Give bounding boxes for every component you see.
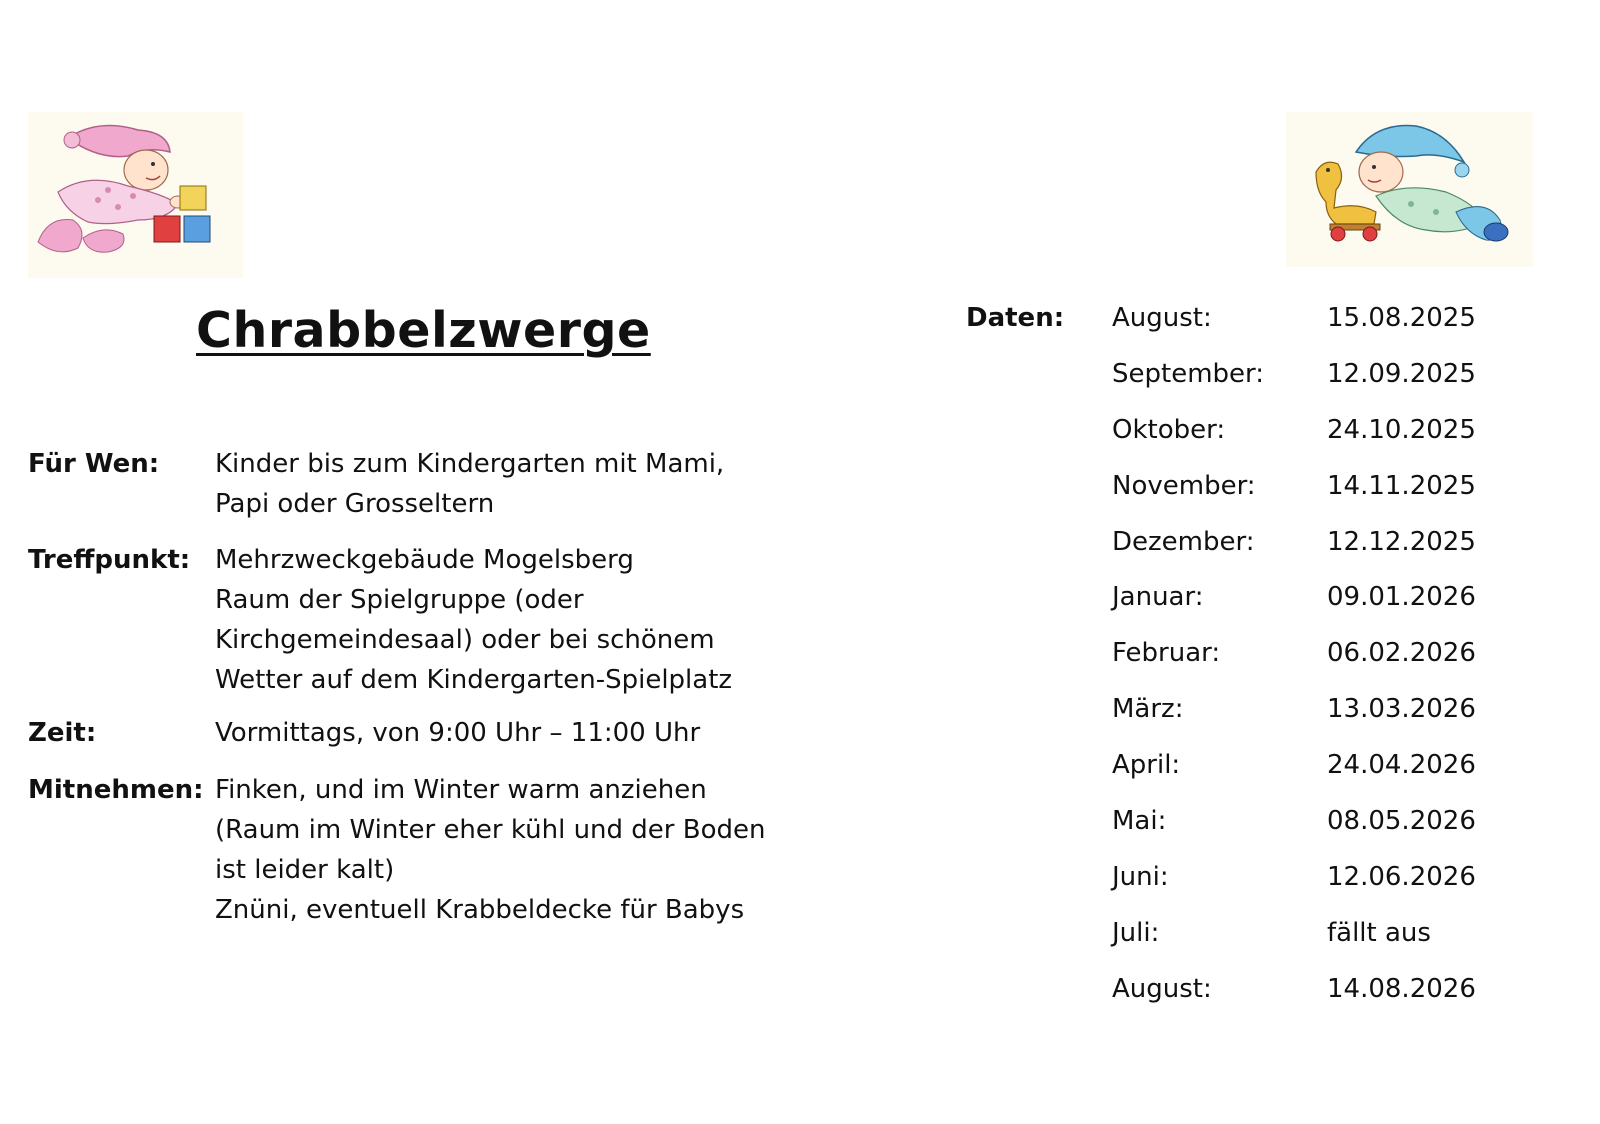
- schedule-date: 15.08.2025: [1327, 303, 1476, 333]
- schedule-month: August:: [1112, 974, 1212, 1004]
- schedule-row: [0, 410, 1600, 450]
- schedule-row: [0, 522, 1600, 562]
- info-line: Znüni, eventuell Krabbeldecke für Babys: [215, 895, 745, 925]
- info-line: Kinder bis zum Kindergarten mit Mami,: [215, 449, 725, 479]
- info-line: Kirchgemeindesaal) oder bei schönem: [215, 625, 715, 655]
- info-label: Treffpunkt:: [28, 545, 191, 575]
- schedule-date: 24.10.2025: [1327, 415, 1476, 445]
- schedule-month: August:: [1112, 303, 1212, 333]
- info-line: Wetter auf dem Kindergarten-Spielplatz: [215, 665, 733, 695]
- schedule-month: April:: [1112, 750, 1181, 780]
- schedule-row: [0, 969, 1600, 1009]
- info-line: ist leider kalt): [215, 855, 395, 885]
- schedule-month: Juni:: [1112, 862, 1169, 892]
- schedule-row: [0, 298, 1600, 338]
- schedule-date: 12.09.2025: [1327, 359, 1476, 389]
- schedule-date: 14.11.2025: [1327, 471, 1476, 501]
- schedule-month: November:: [1112, 471, 1256, 501]
- schedule-row: [0, 466, 1600, 506]
- info-text: [215, 540, 732, 700]
- info-line: Vormittags, von 9:00 Uhr – 11:00 Uhr: [215, 718, 701, 748]
- schedule-row: [0, 689, 1600, 729]
- info-line: Mehrzweckgebäude Mogelsberg: [215, 545, 634, 575]
- schedule-month: Januar:: [1112, 582, 1204, 612]
- page-title: Chrabbelzwerge: [196, 302, 651, 359]
- schedule-date: 13.03.2026: [1327, 694, 1476, 724]
- info-label: Für Wen:: [28, 449, 160, 479]
- schedule-date: 24.04.2026: [1327, 750, 1476, 780]
- schedule-month: Dezember:: [1112, 527, 1255, 557]
- schedule-row: [0, 577, 1600, 617]
- schedule-row: [0, 857, 1600, 897]
- info-line: Papi oder Grosseltern: [215, 489, 495, 519]
- schedule-date: 14.08.2026: [1327, 974, 1476, 1004]
- schedule-date: 06.02.2026: [1327, 638, 1476, 668]
- schedule-date: 08.05.2026: [1327, 806, 1476, 836]
- schedule-month: Juli:: [1112, 918, 1160, 948]
- info-text: [215, 770, 765, 930]
- crawling-baby-pink-illustration: [28, 112, 243, 278]
- schedule-row: [0, 745, 1600, 785]
- info-line: Finken, und im Winter warm anziehen: [215, 775, 707, 805]
- schedule-row: [0, 354, 1600, 394]
- schedule-month: September:: [1112, 359, 1265, 389]
- schedule-month: März:: [1112, 694, 1184, 724]
- schedule-month: Februar:: [1112, 638, 1221, 668]
- schedule-row: [0, 801, 1600, 841]
- info-label: Mitnehmen:: [28, 775, 204, 805]
- crawling-baby-blue-illustration: [1286, 112, 1533, 267]
- info-line: Raum der Spielgruppe (oder: [215, 585, 584, 615]
- schedule-row: [0, 913, 1600, 953]
- schedule-row: [0, 633, 1600, 673]
- info-label: Zeit:: [28, 718, 97, 748]
- schedule-date: 09.01.2026: [1327, 582, 1476, 612]
- schedule-label: Daten:: [966, 303, 1065, 333]
- schedule-date: 12.06.2026: [1327, 862, 1476, 892]
- schedule-month: Mai:: [1112, 806, 1167, 836]
- schedule-month: Oktober:: [1112, 415, 1226, 445]
- schedule-date: fällt aus: [1327, 918, 1431, 948]
- schedule-date: 12.12.2025: [1327, 527, 1476, 557]
- info-line: (Raum im Winter eher kühl und der Boden: [215, 815, 766, 845]
